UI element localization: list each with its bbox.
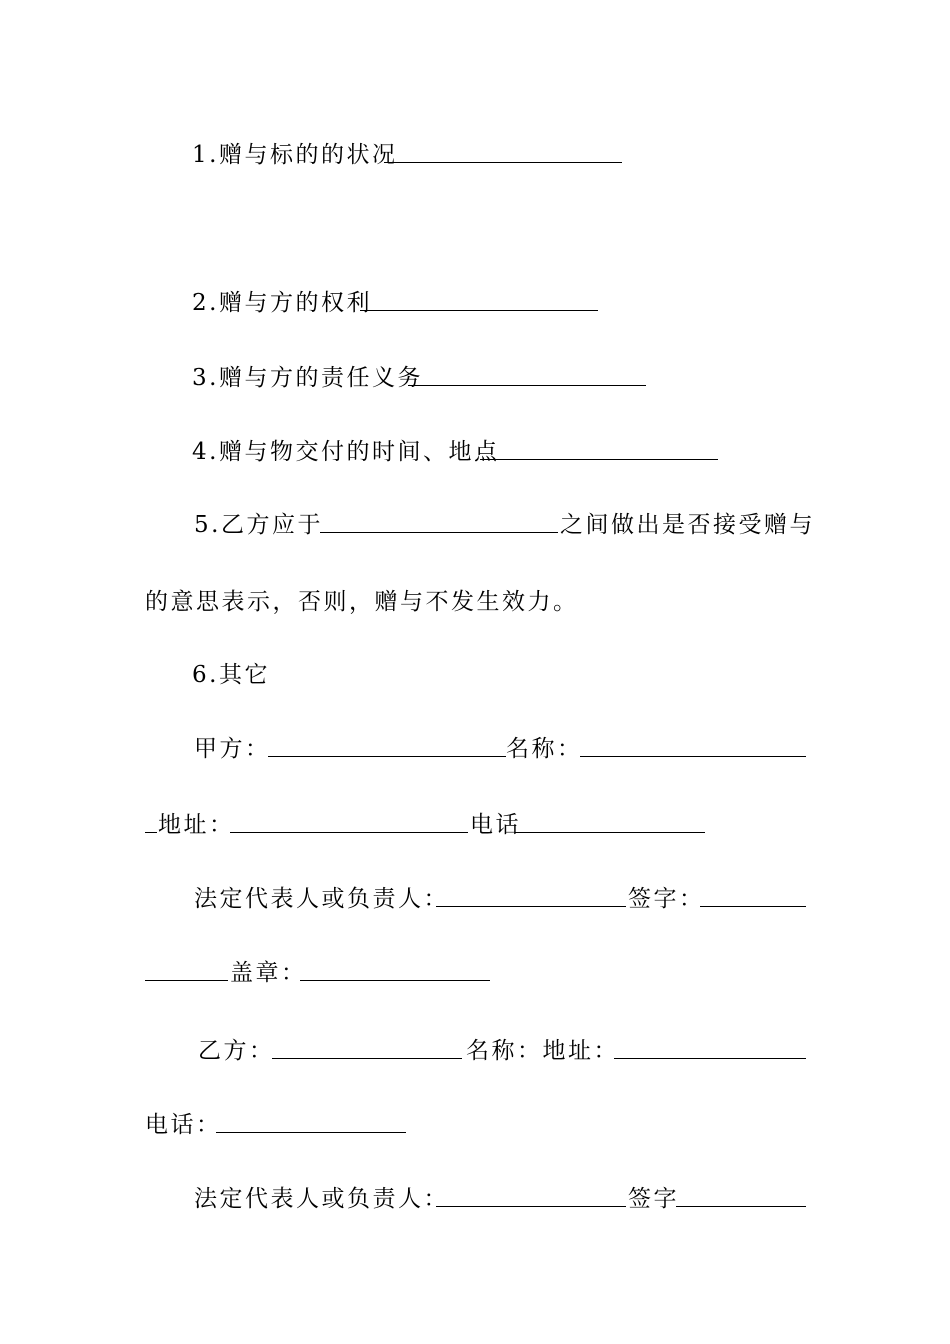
party-a-rep-label: 法定代表人或负责人：	[194, 886, 449, 912]
item-5-blank[interactable]	[320, 512, 558, 533]
party-b-phone-blank[interactable]	[216, 1112, 406, 1133]
item-4-blank[interactable]	[480, 439, 718, 460]
item-5-text-a: 5.乙方应于	[194, 512, 323, 538]
item-3-blank[interactable]	[408, 365, 646, 386]
party-a-label: 甲方：	[194, 736, 271, 762]
party-b-name-address-label: 名称：地址：	[466, 1038, 619, 1064]
item-2-text: 2.赠与方的权利	[192, 290, 372, 316]
party-b-rep-label: 法定代表人或负责人：	[194, 1186, 449, 1212]
party-a-sign-label: 签字：	[628, 886, 705, 912]
party-b-address-blank[interactable]	[614, 1038, 806, 1059]
party-a-name-blank[interactable]	[580, 736, 806, 757]
party-a-seal-blank[interactable]	[300, 960, 490, 981]
item-5-text-c: 的意思表示，否则，赠与不发生效力。	[145, 589, 579, 615]
party-a-sign-blank-cont[interactable]	[145, 960, 228, 981]
party-b-blank[interactable]	[272, 1038, 462, 1059]
party-a-address-blank[interactable]	[230, 812, 468, 833]
party-b-rep-blank[interactable]	[436, 1186, 626, 1207]
party-b-sign-label: 签字	[628, 1186, 679, 1212]
item-1-blank[interactable]	[384, 142, 622, 163]
party-a-blank[interactable]	[268, 736, 506, 757]
party-a-name-blank-cont[interactable]	[145, 812, 157, 833]
item-6-text: 6.其它	[192, 662, 270, 688]
party-b-label: 乙方：	[198, 1038, 275, 1064]
item-4-text: 4.赠与物交付的时间、地点	[192, 439, 500, 465]
item-1-text: 1.赠与标的的状况	[192, 142, 398, 168]
party-a-name-label: 名称：	[506, 736, 583, 762]
party-b-phone-label: 电话：	[145, 1112, 222, 1138]
party-a-address-label: 地址：	[158, 812, 235, 838]
party-a-rep-blank[interactable]	[436, 886, 626, 907]
party-b-sign-blank[interactable]	[676, 1186, 806, 1207]
item-2-blank[interactable]	[360, 290, 598, 311]
party-a-seal-label: 盖章：	[230, 960, 307, 986]
item-5-text-b: 之间做出是否接受赠与	[560, 512, 815, 538]
item-3-text: 3.赠与方的责任义务	[192, 365, 423, 391]
party-a-phone-label: 电话	[470, 812, 521, 838]
party-a-sign-blank[interactable]	[700, 886, 806, 907]
party-a-phone-blank[interactable]	[515, 812, 705, 833]
